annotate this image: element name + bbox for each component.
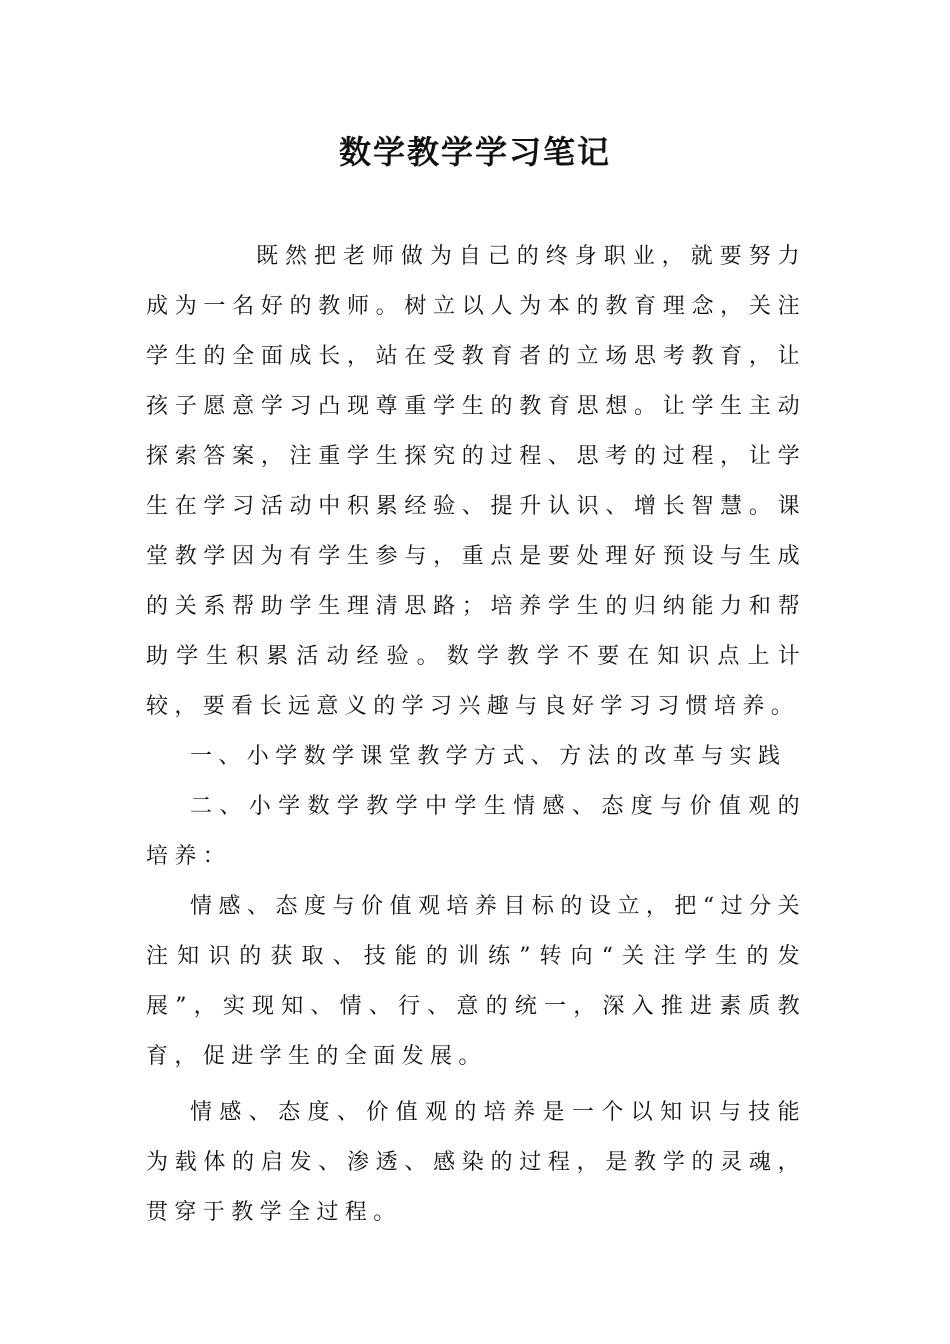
- heading-item-two: 二、小学数学教学中学生情感、态度与价值观的培养：: [146, 794, 806, 869]
- document-body: [146, 232, 806, 1238]
- paragraph-cultivation: 情感、态度、价值观的培养是一个以知识与技能为载体的启发、渗透、感染的过程，是教学的灵魂，贯穿于教学全过程。: [146, 1100, 806, 1225]
- heading-item-one: 一、小学数学课堂教学方式、方法的改革与实践: [190, 744, 787, 769]
- paragraph-goals: 情感、态度与价值观培养目标的设立，把“过分关注知识的获取、技能的训练”转向“关注学生的发展”，实现知、情、行、意的统一，深入推进素质教育，促进学生的全面发展。: [146, 894, 806, 1069]
- document-title: 数学教学学习笔记: [338, 133, 611, 171]
- paragraph-intro: 既然把老师做为自己的终身职业，就要努力成为一名好的教师。树立以人为本的教育理念，关注学生的全面成长，站在受教育者的立场思考教育，让孩子愿意学习凸现尊重学生的教育思想。让学生主动探索答案，注重学生探究的过程、思考的过程，让学生在学习活动中积累经验、提升认识、增长智慧。课堂教学因为有学生参与，重点是要处理好预设与生成的关系帮助学生理清思路；培养学生的归纳能力和帮助学生积累活动经验。数学教学不要在知识点上计较，要看长远意义的学习兴趣与良好学习习惯培养。: [146, 244, 806, 719]
